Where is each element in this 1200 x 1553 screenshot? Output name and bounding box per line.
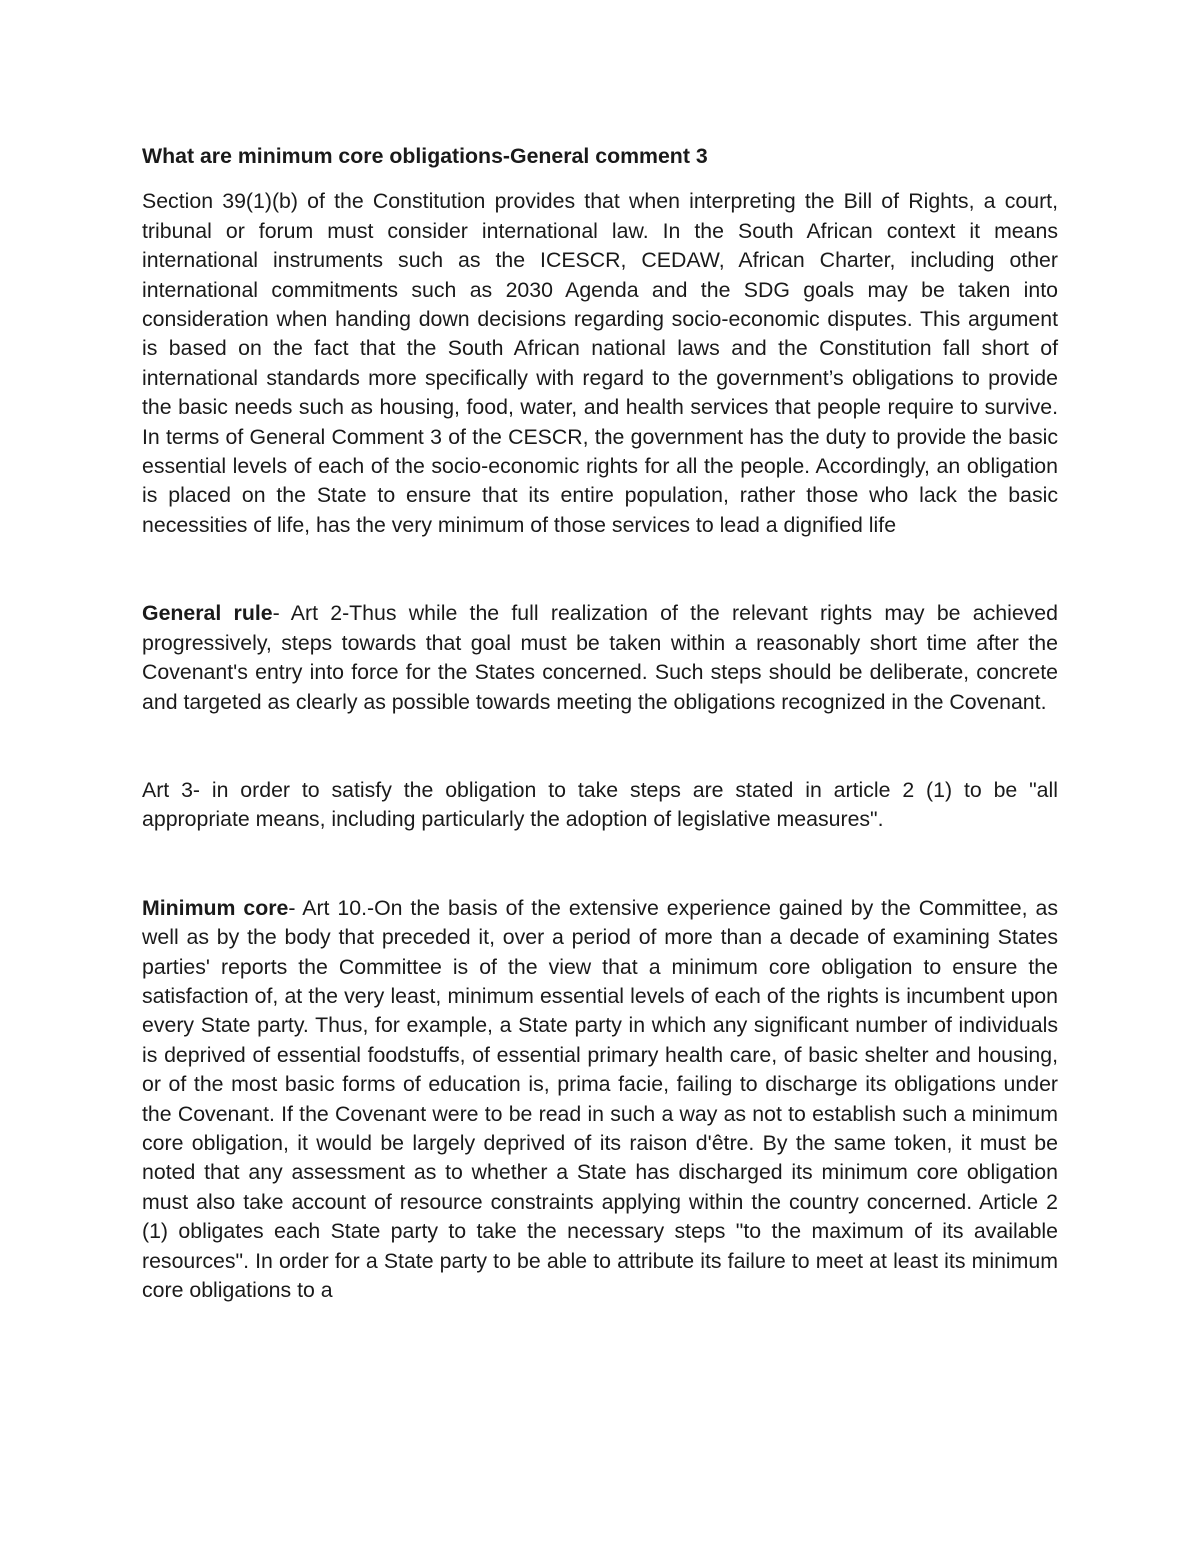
paragraph-spacer [142,835,1058,894]
general-rule-paragraph [142,599,1058,717]
page-title: What are minimum core obligations-General comment 3 [142,144,708,168]
minimum-core-heading: Minimum core [142,895,289,920]
paragraph-spacer [142,717,1058,776]
general-rule-text: - Art 2-Thus while the full realization of the relevant rights may be achieved progressively, steps towards that goal must be taken within a reasonably short time after the Covenant's entry into force for the States concerned. Such steps should be deliberate, concrete and targeted as clearly as possible towards meeting the obligations recognized in the Covenant. [142,601,1058,714]
paragraph-spacer [142,540,1058,599]
minimum-core-text: - Art 10.-On the basis of the extensive experience gained by the Committee, as well as by the body that preceded it, over a period of more than a decade of examining States parties' reports the Committee is of the view that a minimum core obligation to ensure the satisfaction of, at the very least, minimum essential levels of each of the rights is incumbent upon every State party. Thus, for example, a State party in which any significant number of individuals is deprived of essential foodstuffs, of essential primary health care, of basic shelter and housing, or of the most basic forms of education is, prima facie, failing to discharge its obligations under the Covenant. If the Covenant were to be read in such a way as not to establish such a minimum core obligation, it would be largely deprived of its raison d'être. By the same token, it must be noted that any assessment as to whether a State has discharged its minimum core obligation must also take account of resource constraints applying within the country concerned. Article 2 (1) obligates each State party to take the necessary steps "to the maximum of its available resources". In order for a State party to be able to attribute its failure to meet at least its minimum core obligations to a [142,895,1058,1302]
art3-paragraph: Art 3- in order to satisfy the obligation to take steps are stated in article 2 (1) to be "all appropriate means, including particularly the adoption of legislative measures". [142,777,1058,832]
general-rule-heading: General rule [142,601,273,626]
document-page [142,142,1058,1305]
minimum-core-paragraph [142,894,1058,1306]
intro-paragraph: Section 39(1)(b) of the Constitution provides that when interpreting the Bill of Rights, a court, tribunal or forum must consider international law. In the South African context it means international instruments such as the ICESCR, CEDAW, African Charter, including other international commitments such as 2030 Agenda and the SDG goals may be taken into consideration when handing down decisions regarding socio-economic disputes. This argument is based on the fact that the South African national laws and the Constitution fall short of international standards more specifically with regard to the government’s obligations to provide the basic needs such as housing, food, water, and health services that people require to survive. In terms of General Comment 3 of the CESCR, the government has the duty to provide the basic essential levels of each of the socio-economic rights for all the people. Accordingly, an obligation is placed on the State to ensure that its entire population, rather those who lack the basic necessities of life, has the very minimum of those services to lead a dignified life [142,189,1058,537]
